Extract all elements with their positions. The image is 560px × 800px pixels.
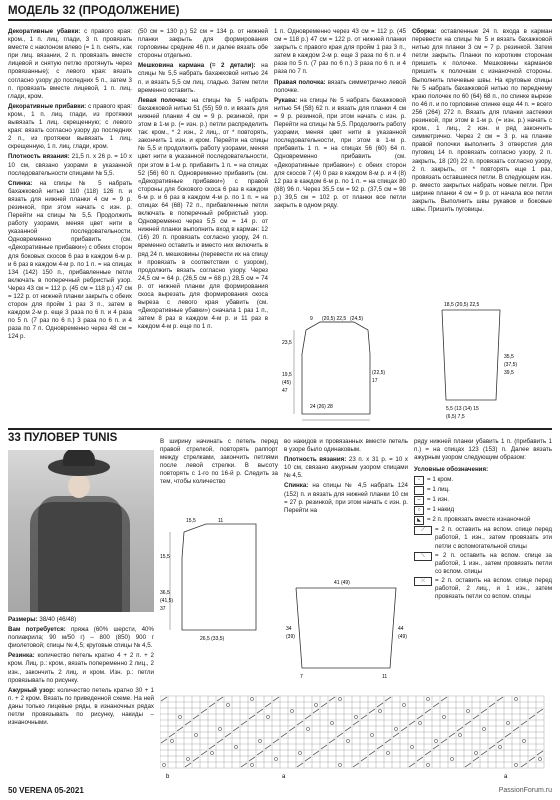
chart-symbol — [177, 727, 183, 731]
chart-symbol — [273, 739, 279, 743]
decor-decrease-text: с правого края: кром., 1 п. лиц. глади, 3 п. провязать вместе с наклоном влево (= 1 п. снять, как при лиц. вязании, 2 п. провязать вместе лицевой и снятую петлю протянуть через провязанные); с левого края: вязать согласно узору до последних 5 п., затем 3 п. провязать вместе лицевой, 1 п. лиц. глади, кром. — [8, 28, 132, 100]
pullover-back-outline — [296, 588, 396, 668]
chart-yarn-over — [226, 703, 229, 706]
back-top-1: 9 — [310, 316, 313, 322]
pullover-front-schematic — [160, 518, 280, 648]
chart-symbol — [497, 739, 503, 743]
chart-yarn-over — [482, 727, 485, 730]
chart-yarn-over — [210, 751, 213, 754]
chart-yarn-over — [474, 751, 477, 754]
chart-yarn-over — [170, 739, 173, 742]
chart-symbol — [209, 745, 215, 749]
chart-symbol — [257, 709, 263, 713]
chart-symbol — [521, 763, 527, 767]
chart-symbol — [185, 763, 191, 767]
repeat-text: В ширину начинать с петель перед правой стрелкой, повторять раппорт между стрелками, закончить петлями после левой стрелки. В высоту повторять с 1-го по 16-й р. Следить за тем, чтобы количество — [160, 438, 278, 486]
back-bottom-1: 24 (26) 28 — [310, 404, 333, 410]
pullover-back-schematic — [286, 574, 410, 684]
chart-yarn-over — [386, 751, 389, 754]
materials-heading: Вам потребуется: — [8, 626, 66, 634]
pb-left-1: 34 — [286, 626, 292, 632]
chart-yarn-over — [426, 697, 429, 700]
cross-front-icon: ⟋ — [414, 526, 432, 535]
sizes-text: 38/40 (46/48) — [39, 616, 77, 623]
chart-yarn-over — [250, 763, 253, 766]
magazine-name: VERENA 05-2021 — [19, 786, 84, 795]
legend-item — [414, 516, 552, 525]
front-left-2: 36,5 — [160, 590, 170, 596]
chart-symbol — [305, 757, 311, 761]
chart-symbol — [433, 703, 439, 707]
chart-symbol — [457, 727, 463, 731]
pocket-heading: Мешковина кармана (= 2 детали): — [138, 62, 256, 70]
chart-yarn-over — [354, 715, 357, 718]
chart-yarn-over — [314, 703, 317, 706]
pocket-text: на спицы № 5,5 набрать бахажковой нитью 24 п. и вязать 5,5 см лиц. гладью. Затем петли временно оставить. — [138, 62, 268, 94]
chart-symbol — [305, 715, 311, 719]
chart-symbol — [321, 703, 327, 707]
pullover-col-3 — [284, 438, 408, 517]
assembly-heading: Сборка: — [412, 28, 437, 35]
chart-yarn-over — [506, 721, 509, 724]
legend-text: = 1 накид — [427, 506, 455, 514]
legend-item — [414, 506, 552, 515]
chart-symbol — [297, 721, 303, 725]
chart-yarn-over — [434, 739, 437, 742]
chart-letter-a1: a — [282, 774, 286, 780]
chart-yarn-over — [418, 721, 421, 724]
back-left-3: (45) — [282, 380, 291, 386]
back-text: на спицы № 5 набрать бахажковой нитью 110 (118) 126 п. и вязать для нижней планки 4 см = 9 р. резинкой, при этом начать с изн. р. Перейти на спицы № 5,5. Продолжить работу узорами, меняя цвет нити в указанной последовательности. Одновременно прибавить (см. «Декоративные прибавки») с обеих сторон для боковых скосов 6 раз в каждом 6-м р. и 6 раз в каждом 4-м р. по 1 п. = на спицах 134 (142) 150 п., прибавленные петли включать в поперечный ребристый узор. Через 43 см = 112 р. (45 см = 118 р.) 47 см = 122 р. от нижней планки закрыть с обеих сторон для пройм 1 раз 3 п., затем в каждом 2-м р. еще 3 раза по 6 п. и 4 раза по 5 п. (7 раз по 6 п.) 3 раза по 6 п. и 4 раза по 7 п. Одновременно через 48 см = 124 р. — [8, 179, 132, 341]
photo-hat-crown — [63, 450, 95, 466]
back-left-1: 23,5 — [282, 340, 292, 346]
chart-symbol — [353, 763, 359, 767]
chart-symbol — [489, 745, 495, 749]
model-photo — [8, 450, 154, 612]
sleeve-outline — [442, 310, 500, 400]
chart-yarn-over — [330, 721, 333, 724]
chart-symbol — [273, 697, 279, 701]
pb-left-2: (39) — [286, 634, 295, 640]
chart-yarn-over — [402, 703, 405, 706]
chart-symbol — [161, 739, 167, 743]
chart-symbol — [201, 751, 207, 755]
text-column-3 — [274, 28, 406, 212]
photo-garment — [30, 502, 130, 612]
back-left-4: 47 — [282, 388, 288, 394]
col3-top-text: во накидов и провязанных вместе петель в узоре было одинаковым. — [284, 438, 408, 454]
chart-symbol — [377, 745, 383, 749]
chart-yarn-over — [234, 745, 237, 748]
legend-item — [414, 577, 552, 601]
chart-symbol — [449, 733, 455, 737]
chart-symbol — [465, 763, 471, 767]
legend-text: = 2 п. оставить на вспом. спице за работой, 1 изн., затем провязать петли со вспом. спицы — [435, 551, 552, 575]
chart-symbol — [321, 745, 327, 749]
chart-symbol — [425, 709, 431, 713]
legend-text: = 1 лиц. — [427, 486, 450, 494]
chart-yarn-over — [186, 757, 189, 760]
photo-face — [68, 474, 90, 498]
chart-symbol — [417, 757, 423, 761]
chart-symbol — [529, 757, 535, 761]
chart-symbol — [265, 745, 271, 749]
sleeves-text: на спицы № 5 набрать бахажковой нитью 54 (58) 62 п. и вязать для планки 4 см = 9 р. резинкой, при этом начать с изн. р. Перейти на спицы № 5,5. Продолжить работу узорами, меняя цвет нити в указанной последовательности, при этом в 1-м р. прибавить 1 п. = на спицах 56 (60) 64 п. Одновременно прибавить (см. «Декоративные прибавки») с обеих сторон для скосов 7 (4) 0 раз в каждом 8-м р. и 4 (8) 12 раз в каждом 6-м р. по 1 п. = на спицах 80 (88) 96 п. Через 35,5 см = 92 р. (37,5 см = 98 р.) 39,5 см = 102 р. от планки все петли закрыть в одном ряду. — [274, 96, 406, 209]
back-outline — [302, 322, 370, 414]
chart-yarn-over — [162, 763, 165, 766]
chart-symbol — [337, 733, 343, 737]
chart-symbol — [369, 751, 375, 755]
pb-right-2: (49) — [398, 634, 407, 640]
purl-two-together-icon: ◣ — [414, 516, 424, 525]
gauge-heading: Плотность вязания: — [8, 153, 70, 161]
chart-symbol — [185, 721, 191, 725]
chart-symbol — [529, 715, 535, 719]
chart-symbol — [361, 757, 367, 761]
chart-symbol — [297, 763, 303, 767]
back-top-3: (24,5) — [350, 316, 364, 322]
chart-symbol — [401, 727, 407, 731]
chart-symbol — [249, 715, 255, 719]
chart-symbol — [233, 727, 239, 731]
front-outline — [182, 524, 256, 630]
chart-yarn-over — [266, 715, 269, 718]
left-front-text: на спицы № 5 набрать бахажковой нитью 51 (55) 59 п. и вязать для нижней планки 4 см = 9 р. резинкой, при этом в 1-м р. (= изн. р.) петли распределить так: кром., * 2 изн., 2 лиц., от * повторять, закончить 1 изн. и кром. Перейти на спицы № 5,5 и продолжить работу узорами, меняя цвет нити в указанной последовательности, при этом в 1-м р. прибавить 1 п. = на спицах 52 (56) 60 п. Одновременно прибавить (см. «Декоративные прибавки») с правой стороны для бокового скоса 6 раз в каждом 6-м р. и 6 раз в каждом 4-м р. по 1 п. = на спицах 64 (68) 72 п., прибавленные петли включать в поперечный ребристый узор. Одновременно через 5,5 см = 14 р. от нижней планки выполнить вход в карман: 12 (16) 20 п. провязать согласно узору, 24 п. временно оставить и вместо них включить в ряд 24 п. мешковины (перевести их на спицу и провязать в соответствии с узором), продолжить вязать согласно узору. Через 24,5 см = 64 р. (26,5 см = 68 р.) 28,5 см = 74 р. от нижней планки для формирования скоса вырезать для формирования скоса выреза с левого края убавить (см. «Декоративные убавки») сначала 1 раз 1 п., затем 8 раз в каждом 4-м р. и 11 раз в каждом 4-м р. еще по 1 п. — [138, 96, 268, 331]
chart-yarn-over — [514, 763, 517, 766]
section-rule — [8, 19, 552, 21]
back-continued-text: (50 см = 130 р.) 52 см = 134 р. от нижней планки закрыть для формирования горловины средние 46 п. и далее вязать обе стороны отдельно. — [138, 28, 268, 60]
knit-stitch-icon — [414, 486, 424, 495]
sleeve-side-3: 39,5 — [504, 370, 514, 376]
chart-yarn-over — [498, 745, 501, 748]
decor-increase-heading: Декоративные прибавки: — [8, 102, 87, 110]
chart-symbol — [497, 697, 503, 701]
chart-symbol — [169, 733, 175, 737]
legend-text: = 2 п. оставить на вспом. спице перед работой, 2 лиц., и 1 изн., затем провязать петли со вспом. спицы — [435, 576, 552, 601]
chart-symbol — [441, 739, 447, 743]
pullover-col-2 — [160, 438, 278, 489]
chart-symbol — [281, 733, 287, 737]
front-left-1: 15,5 — [160, 554, 170, 560]
legend-text: = 2 п. провязать вместе изнаночной — [427, 516, 531, 524]
chart-letter-a2: a — [504, 774, 508, 780]
chart-symbol — [385, 739, 391, 743]
chart-symbol — [329, 739, 335, 743]
col4-top-text: ряду нижней планки убавить 1 п. (прибавить 1 п.) = на спицах 123 (153) п. Далее вязать ажурным узором следующим образом: — [414, 438, 552, 462]
chart-letter-b: b — [166, 774, 170, 780]
chart-symbol — [393, 733, 399, 737]
text-column-1 — [8, 28, 132, 344]
back-right-2: 17 — [372, 378, 378, 384]
chart-yarn-over — [178, 715, 181, 718]
yarn-over-icon: ○ — [414, 506, 424, 515]
chart-symbol — [505, 733, 511, 737]
pb-right-1: 44 — [398, 626, 404, 632]
chart-symbol — [345, 727, 351, 731]
right-front-text: вязать симметрично левой полочке. — [274, 78, 406, 94]
decor-increase-text: с правого края: кром., 1 п. лиц. глади, из протяжки вывязать 1 лиц. скрещенную; с левого края: вязать согласно узору до последних 2 п., из протяжки вывязать 1 лиц. скрещенную, 1 п. лиц. глади, кром. — [8, 102, 132, 151]
legend-text: = 1 изн. — [427, 496, 449, 504]
chart-yarn-over — [394, 727, 397, 730]
chart-symbol — [193, 757, 199, 761]
legend-item — [414, 486, 552, 495]
chart-symbol — [201, 709, 207, 713]
chart-yarn-over — [258, 739, 261, 742]
chart-symbol — [481, 709, 487, 713]
cross-back-icon: ⟍ — [414, 552, 432, 561]
front-left-4: 37 — [160, 606, 166, 612]
left-front-continued-text: 1 п. Одновременно через 43 см = 112 р. (45 см = 118 р.) 47 см = 122 р. от нижней планки закрыть с правого края для пройм 1 раз 3 п., затем в каждом 2-м р. еще 3 раза по 6 п. и 4 раза по 5 п. (7 раз по 6 п.) 3 раза по 6 п. и 4 раза по 7 п. — [274, 28, 406, 76]
chart-symbol — [313, 751, 319, 755]
chart-symbol — [249, 757, 255, 761]
legend-item — [414, 496, 552, 505]
text-column-4 — [412, 28, 552, 216]
chart-yarn-over — [194, 733, 197, 736]
sleeve-bottom-2: (6,5) 7,5 — [446, 414, 465, 420]
back-top-2: (20,5) 22,5 — [322, 316, 347, 322]
chart-yarn-over — [450, 757, 453, 760]
legend-text: = 2 п. оставить на вспом. спице перед работой, 1 изн., затем провязать эти петли с вспомогательной спицы — [435, 526, 552, 550]
pullover-title: 33 ПУЛОВЕР TUNIS — [8, 432, 118, 444]
left-front-heading: Левая полочка: — [138, 96, 188, 104]
legend-title: Условные обозначения: — [414, 466, 489, 474]
chart-symbol — [369, 709, 375, 713]
text-column-2 — [138, 28, 268, 333]
edge-stitch-icon: ▫ — [414, 476, 424, 485]
chart-symbol — [377, 703, 383, 707]
chart-symbol — [161, 697, 167, 701]
chart-symbol — [425, 751, 431, 755]
pb-bottom-2: 11 — [382, 674, 388, 680]
front-bottom-1: 26,5 (33,5) — [200, 636, 225, 642]
sleeves-heading: Рукава: — [274, 96, 298, 104]
chart-symbol — [489, 703, 495, 707]
section-title: МОДЕЛЬ 32 (ПРОДОЛЖЕНИЕ) — [8, 5, 180, 17]
page-number: 50 — [8, 786, 17, 795]
sizes-heading: Размеры: — [8, 616, 38, 623]
chart-symbol — [289, 727, 295, 731]
back-right-1: (22,5) — [372, 370, 386, 376]
lace-chart — [160, 694, 552, 780]
sleeve-schematic — [430, 296, 550, 424]
site-watermark: PassionForum.ru — [498, 787, 552, 794]
chart-yarn-over — [426, 763, 429, 766]
chart-yarn-over — [298, 751, 301, 754]
legend-item — [414, 526, 552, 550]
chart-symbol — [409, 763, 415, 767]
front-top-1: 15,5 — [186, 518, 196, 524]
chart-symbol — [225, 733, 231, 737]
chart-grid — [160, 696, 544, 768]
chart-yarn-over — [338, 697, 341, 700]
chart-symbol — [329, 697, 335, 701]
chart-yarn-over — [378, 709, 381, 712]
lace-text: количество петель кратно 30 + 1 п. + 2 кром. Вязать по приведенной схеме. На ней даны только лицевые ряды, в изнаночных рядах петли провязывать по рисунку, накиды – изнаночными. — [8, 686, 154, 727]
chart-symbol — [465, 721, 471, 725]
front-left-3: (41,5) — [160, 598, 174, 604]
pullover-back-heading: Спинка: — [284, 482, 309, 490]
chart-symbol — [241, 721, 247, 725]
sleeve-side-1: 35,5 — [504, 354, 514, 360]
rib-text: количество петель кратно 4 + 2 п. + 2 кром. Лиц. р.: кром., вязать попеременно 2 лиц., 2 изн., закончить 2 лиц. и кром. Изн. р.: петли провязывать по рисунку. — [8, 652, 154, 684]
chart-yarn-over — [514, 697, 517, 700]
gauge-text: 21,5 п. x 26 р. = 10 x 10 см, связано узорами в указанной последовательности спицами № 5,5. — [8, 153, 132, 177]
chart-symbol — [417, 715, 423, 719]
chart-yarn-over — [538, 757, 541, 760]
chart-yarn-over — [290, 709, 293, 712]
materials-text: пряжа (60% шерсти, 40% полиакрила; 90 м/50 г) – 800 (850) 900 г фиолетовой; спицы № 4,5; круговые спицы № 4,5. — [8, 626, 154, 650]
back-heading: Спинка: — [8, 179, 33, 187]
back-schematic — [280, 314, 408, 424]
chart-symbol — [361, 715, 367, 719]
chart-symbol — [385, 697, 391, 701]
chart-symbol — [353, 721, 359, 725]
chart-yarn-over — [410, 745, 413, 748]
chart-yarn-over — [250, 697, 253, 700]
chart-symbol — [513, 727, 519, 731]
page-footer — [8, 786, 84, 795]
section-rule-2 — [8, 428, 552, 430]
pb-bottom-1: 7 — [300, 674, 303, 680]
chart-yarn-over — [346, 739, 349, 742]
rib-heading: Резинка: — [8, 652, 35, 660]
chart-symbol — [473, 715, 479, 719]
pullover-back-text: на спицы № 4,5 набрать 124 (152) п. и вязать для нижней планки 10 см = 27 р. резинкой, при этом начать с изн. р. Перейти на — [284, 482, 408, 514]
chart-yarn-over — [442, 715, 445, 718]
chart-symbol — [481, 751, 487, 755]
chart-yarn-over — [274, 757, 277, 760]
density-heading: Плотность вязания: — [284, 456, 347, 464]
chart-symbol — [193, 715, 199, 719]
chart-symbol — [537, 751, 543, 755]
chart-yarn-over — [306, 727, 309, 730]
chart-yarn-over — [370, 733, 373, 736]
legend-item — [414, 552, 552, 576]
cross-three-icon: ⤫ — [414, 577, 432, 586]
chart-yarn-over — [466, 709, 469, 712]
chart-symbol — [537, 709, 543, 713]
decor-decrease-heading: Декоративные убавки: — [8, 28, 81, 35]
chart-yarn-over — [218, 727, 221, 730]
purl-stitch-icon: – — [414, 496, 424, 505]
chart-symbol — [265, 703, 271, 707]
chart-symbol — [217, 739, 223, 743]
chart-symbol — [217, 697, 223, 701]
back-left-2: 19,5 — [282, 372, 292, 378]
chart-symbol — [209, 703, 215, 707]
pb-top-1: 41 (49) — [334, 580, 350, 586]
pullover-col-4 — [414, 438, 552, 602]
chart-symbol — [521, 721, 527, 725]
legend-text: = 1 кром. — [427, 476, 454, 484]
density-text: 23 п. x 31 р. = 10 x 10 см, связано ажурным узором спицами № 4,5. — [284, 456, 408, 480]
sleeve-bottom-1: 5,5 (13 (14) 15 — [446, 406, 479, 412]
chart-symbol — [473, 757, 479, 761]
right-front-heading: Правая полочка: — [274, 78, 326, 86]
assembly-text: оставленные 24 п. входа в карман перевести на спицы № 5 и вязать бахажковой нитью для планки 3 см = 7 р. резинкой. Затем петли закрыть. Планки по коротким сторонам пришить к полочке. Мешковины карманов пришить к полочкам с изнаночной стороны. Выполнить плечевые швы. На круговые спицы № 5 набрать бахажковой нитью по переднему краю полочек по 60 (64) 68 п., по спинке вырезе по 46 п. и по горловине спинке еще 44 п. = всего 256 (264) 272 п. Вязать для планки застежки резинкой, при этом в 1-м р. (= изн. р.) начать с кром., 1 лиц., 2 изн. и ряд закончить симметрично. Через 2 см = 3 р. на планке правой полочки выполнить 3 отверстия для пуговиц 14 п. провязать согласно узору, 2 п. закрыть, 18 (20) 22 п. провязать согласно узору, 2 п. закрыть, от * повторять еще 1 раз, провязать оставшиеся петли. В следующем изн. р. вместо закрытых набрать новые петли. При ширине планки 4 см = 9 р. от начала все петли закрыть. Выполнить швы рукавов и боковые швы. Пришить пуговицы. — [412, 28, 552, 214]
lace-heading: Ажурный узор: — [8, 686, 56, 694]
chart-symbol — [409, 721, 415, 725]
sleeve-side-2: (37,5) — [504, 362, 518, 368]
chart-yarn-over — [458, 733, 461, 736]
chart-yarn-over — [522, 739, 525, 742]
sleeve-top-1: 18,5 (20,5) 22,5 — [444, 302, 480, 308]
chart-symbol — [441, 697, 447, 701]
chart-symbol — [433, 745, 439, 749]
chart-yarn-over — [338, 763, 341, 766]
legend-item — [414, 476, 552, 485]
chart-symbol — [241, 763, 247, 767]
front-top-2: 11 — [218, 518, 224, 524]
chart-symbol — [313, 709, 319, 713]
pullover-col-1 — [8, 616, 154, 729]
chart-symbol — [257, 751, 263, 755]
